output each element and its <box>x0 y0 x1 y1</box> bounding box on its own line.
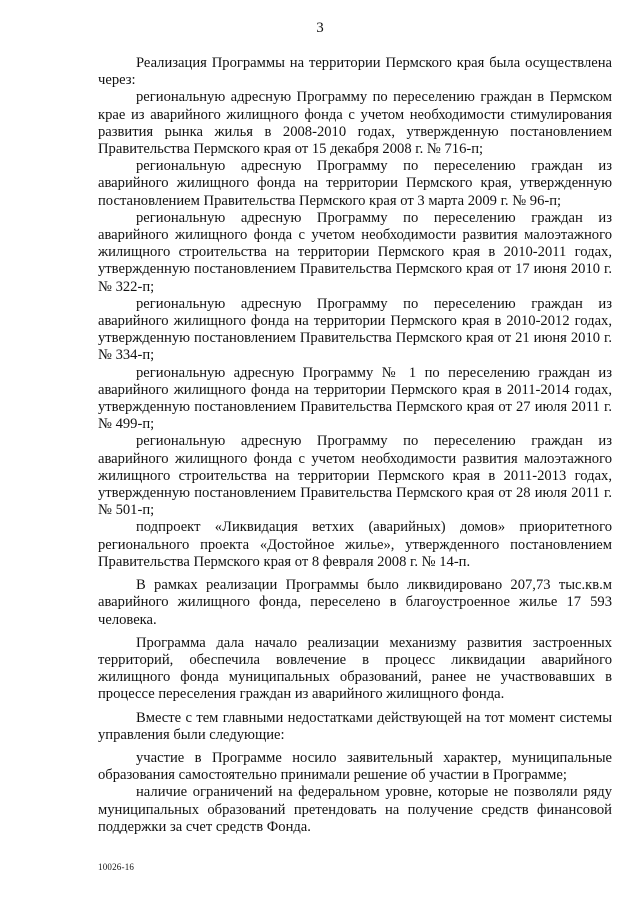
paragraph-program-716: региональную адресную Программу по переселению граждан в Пермском крае из аварийного жилищного фонда с учетом необходимости стимулирования развития рынка жилья в 2008-2010 годах, утвержденную постановлением Правительства Пермского края от 15 декабря 2008 г. № 716-п; <box>98 89 612 158</box>
paragraph-results: В рамках реализации Программы было ликвидировано 207,73 тыс.кв.м аварийного жилищного фонда, переселено в благоустроенное жилье 17 593 человека. <box>98 577 612 628</box>
paragraph-subproject-14: подпроект «Ликвидация ветхих (аварийных) домов» приоритетного регионального проекта «Достойное жилье», утвержденного постановлением Правительства Пермского края от 8 февраля 2008 г. № 14-п. <box>98 519 612 570</box>
paragraph-shortcoming-voluntary: участие в Программе носило заявительный характер, муниципальные образования самостоятельно принимали решение об участии в Программе; <box>98 749 612 784</box>
paragraph-program-96: региональную адресную Программу по переселению граждан из аварийного жилищного фонда на территории Пермского края, утвержденную постановлением Правительства Пермского края от 3 марта 2009 г. № 96-п; <box>98 158 612 209</box>
paragraph-intro: Реализация Программы на территории Пермского края была осуществлена через: <box>98 55 612 89</box>
paragraph-program-499: региональную адресную Программу № 1 по переселению граждан из аварийного жилищного фонда на территории Пермского края в 2011-2014 годах, утвержденную постановлением Правительства Пермского края от 27 июля 2011 г. № 499-п; <box>98 364 612 433</box>
paragraph-shortcoming-federal: наличие ограничений на федеральном уровне, которые не позволяли ряду муниципальных образований претендовать на получение средств финансовой поддержки за счет средств Фонда. <box>98 784 612 835</box>
paragraph-program-322: региональную адресную Программу по переселению граждан из аварийного жилищного фонда с учетом необходимости развития малоэтажного жилищного строительства на территории Пермского края в 2010-2011 годах, утвержденную постановлением Правительства Пермского края от 17 июня 2010 г. № 322-п; <box>98 209 612 295</box>
document-body <box>98 55 612 836</box>
paragraph-development: Программа дала начало реализации механизму развития застроенных территорий, обеспечила вовлечение в процесс ликвидации аварийного жилищного фонда муниципальных образований, ранее не участвовавших в процессе переселения граждан из аварийного жилищного фонда. <box>98 634 612 703</box>
document-code: 10026-16 <box>98 862 135 872</box>
paragraph-program-334: региональную адресную Программу по переселению граждан из аварийного жилищного фонда на территории Пермского края в 2010-2012 годах, утвержденную постановлением Правительства Пермского края от 21 июня 2010 г. № 334-п; <box>98 295 612 364</box>
paragraph-shortcomings-intro: Вместе с тем главными недостатками действующей на тот момент системы управления были следующие: <box>98 709 612 743</box>
paragraph-program-501: региональную адресную Программу по переселению граждан из аварийного жилищного фонда с учетом необходимости развития малоэтажного жилищного строительства на территории Пермского края в 2011-2013 годах, утвержденную постановлением Правительства Пермского края от 28 июля 2011 г. № 501-п; <box>98 433 612 519</box>
page-number: 3 <box>316 20 324 36</box>
